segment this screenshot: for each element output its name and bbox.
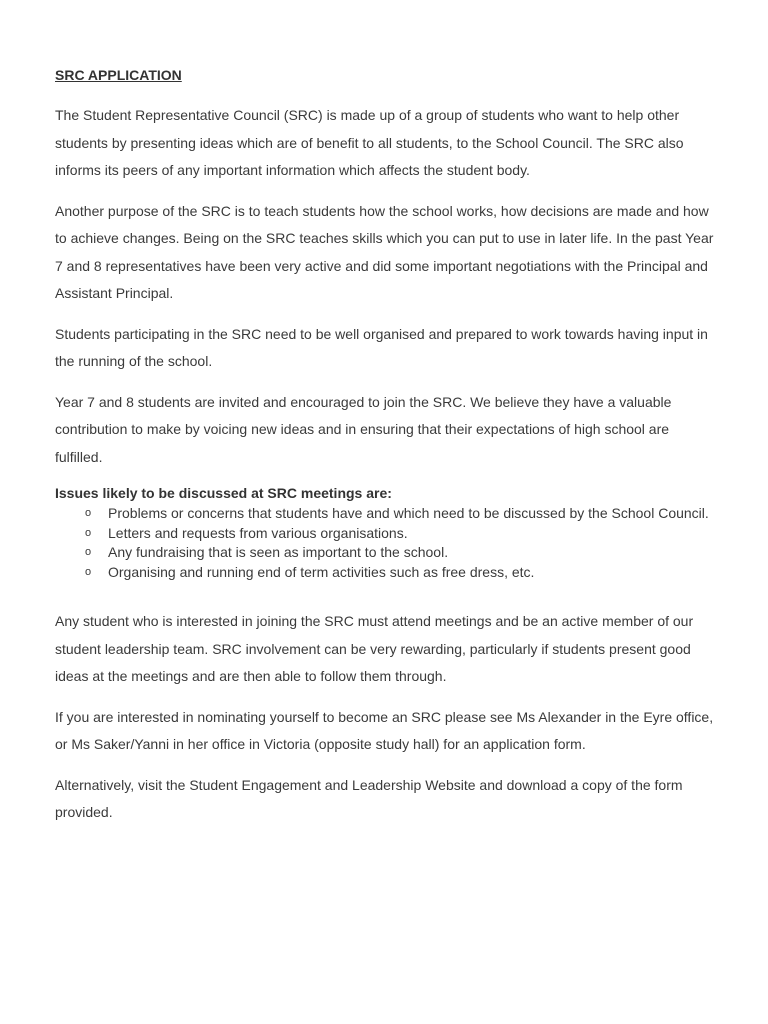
paragraph-src-intro: The Student Representative Council (SRC) is made up of a group of students who want to help other students by presenting ideas which are of benefit to all students, to the School Council. The SRC also informs its peers of any important information which affects the student body.: [55, 107, 684, 178]
list-item: [85, 543, 718, 563]
paragraph-website: Alternatively, visit the Student Engagement and Leadership Website and download a copy of the form provided.: [55, 776, 683, 820]
list-item-text: Any fundraising that is seen as important to the school.: [108, 544, 449, 560]
list-item: [85, 504, 718, 524]
document-title: SRC APPLICATION: [55, 67, 182, 83]
list-item-text: Letters and requests from various organisations.: [108, 524, 408, 541]
paragraph-invitation: Year 7 and 8 students are invited and encouraged to join the SRC. We believe they have a valuable contribution to make by voicing new ideas and in ensuring that their expectations of high school are fulfilled.: [55, 393, 672, 465]
bullet-circle-icon: o: [85, 565, 92, 578]
list-item-text: Organising and running end of term activities such as free dress, etc.: [108, 563, 535, 580]
list-item: [85, 524, 718, 544]
paragraph-membership: Any student who is interested in joining the SRC must attend meetings and be an active member of our student leadership team. SRC involvement can be very rewarding, particularly if students present good ideas at the meetings and are then able to follow them through.: [55, 613, 694, 684]
paragraph-participation: Students participating in the SRC need to be well organised and prepared to work towards having input in the running of the school.: [55, 325, 708, 369]
issues-heading: Issues likely to be discussed at SRC meetings are:: [55, 485, 392, 501]
list-item-text: Problems or concerns that students have and which need to be discussed by the School Council.: [108, 505, 709, 521]
bullet-circle-icon: o: [85, 546, 92, 558]
bullet-circle-icon: o: [85, 507, 92, 519]
issues-list: [55, 504, 718, 582]
paragraph-src-purpose: Another purpose of the SRC is to teach students how the school works, how decisions are made and how to achieve changes. Being on the SRC teaches skills which you can put to use in later life. In the past Year 7 and 8 representatives have been very active and did some important negotiations with the Principal and Assistant Principal.: [55, 202, 714, 301]
paragraph-nomination: If you are interested in nominating yourself to become an SRC please see Ms Alexander in the Eyre office, or Ms Saker/Yanni in her office in Victoria (opposite study hall) for an application form.: [55, 708, 714, 752]
bullet-circle-icon: o: [85, 526, 92, 539]
list-item: [85, 563, 718, 583]
